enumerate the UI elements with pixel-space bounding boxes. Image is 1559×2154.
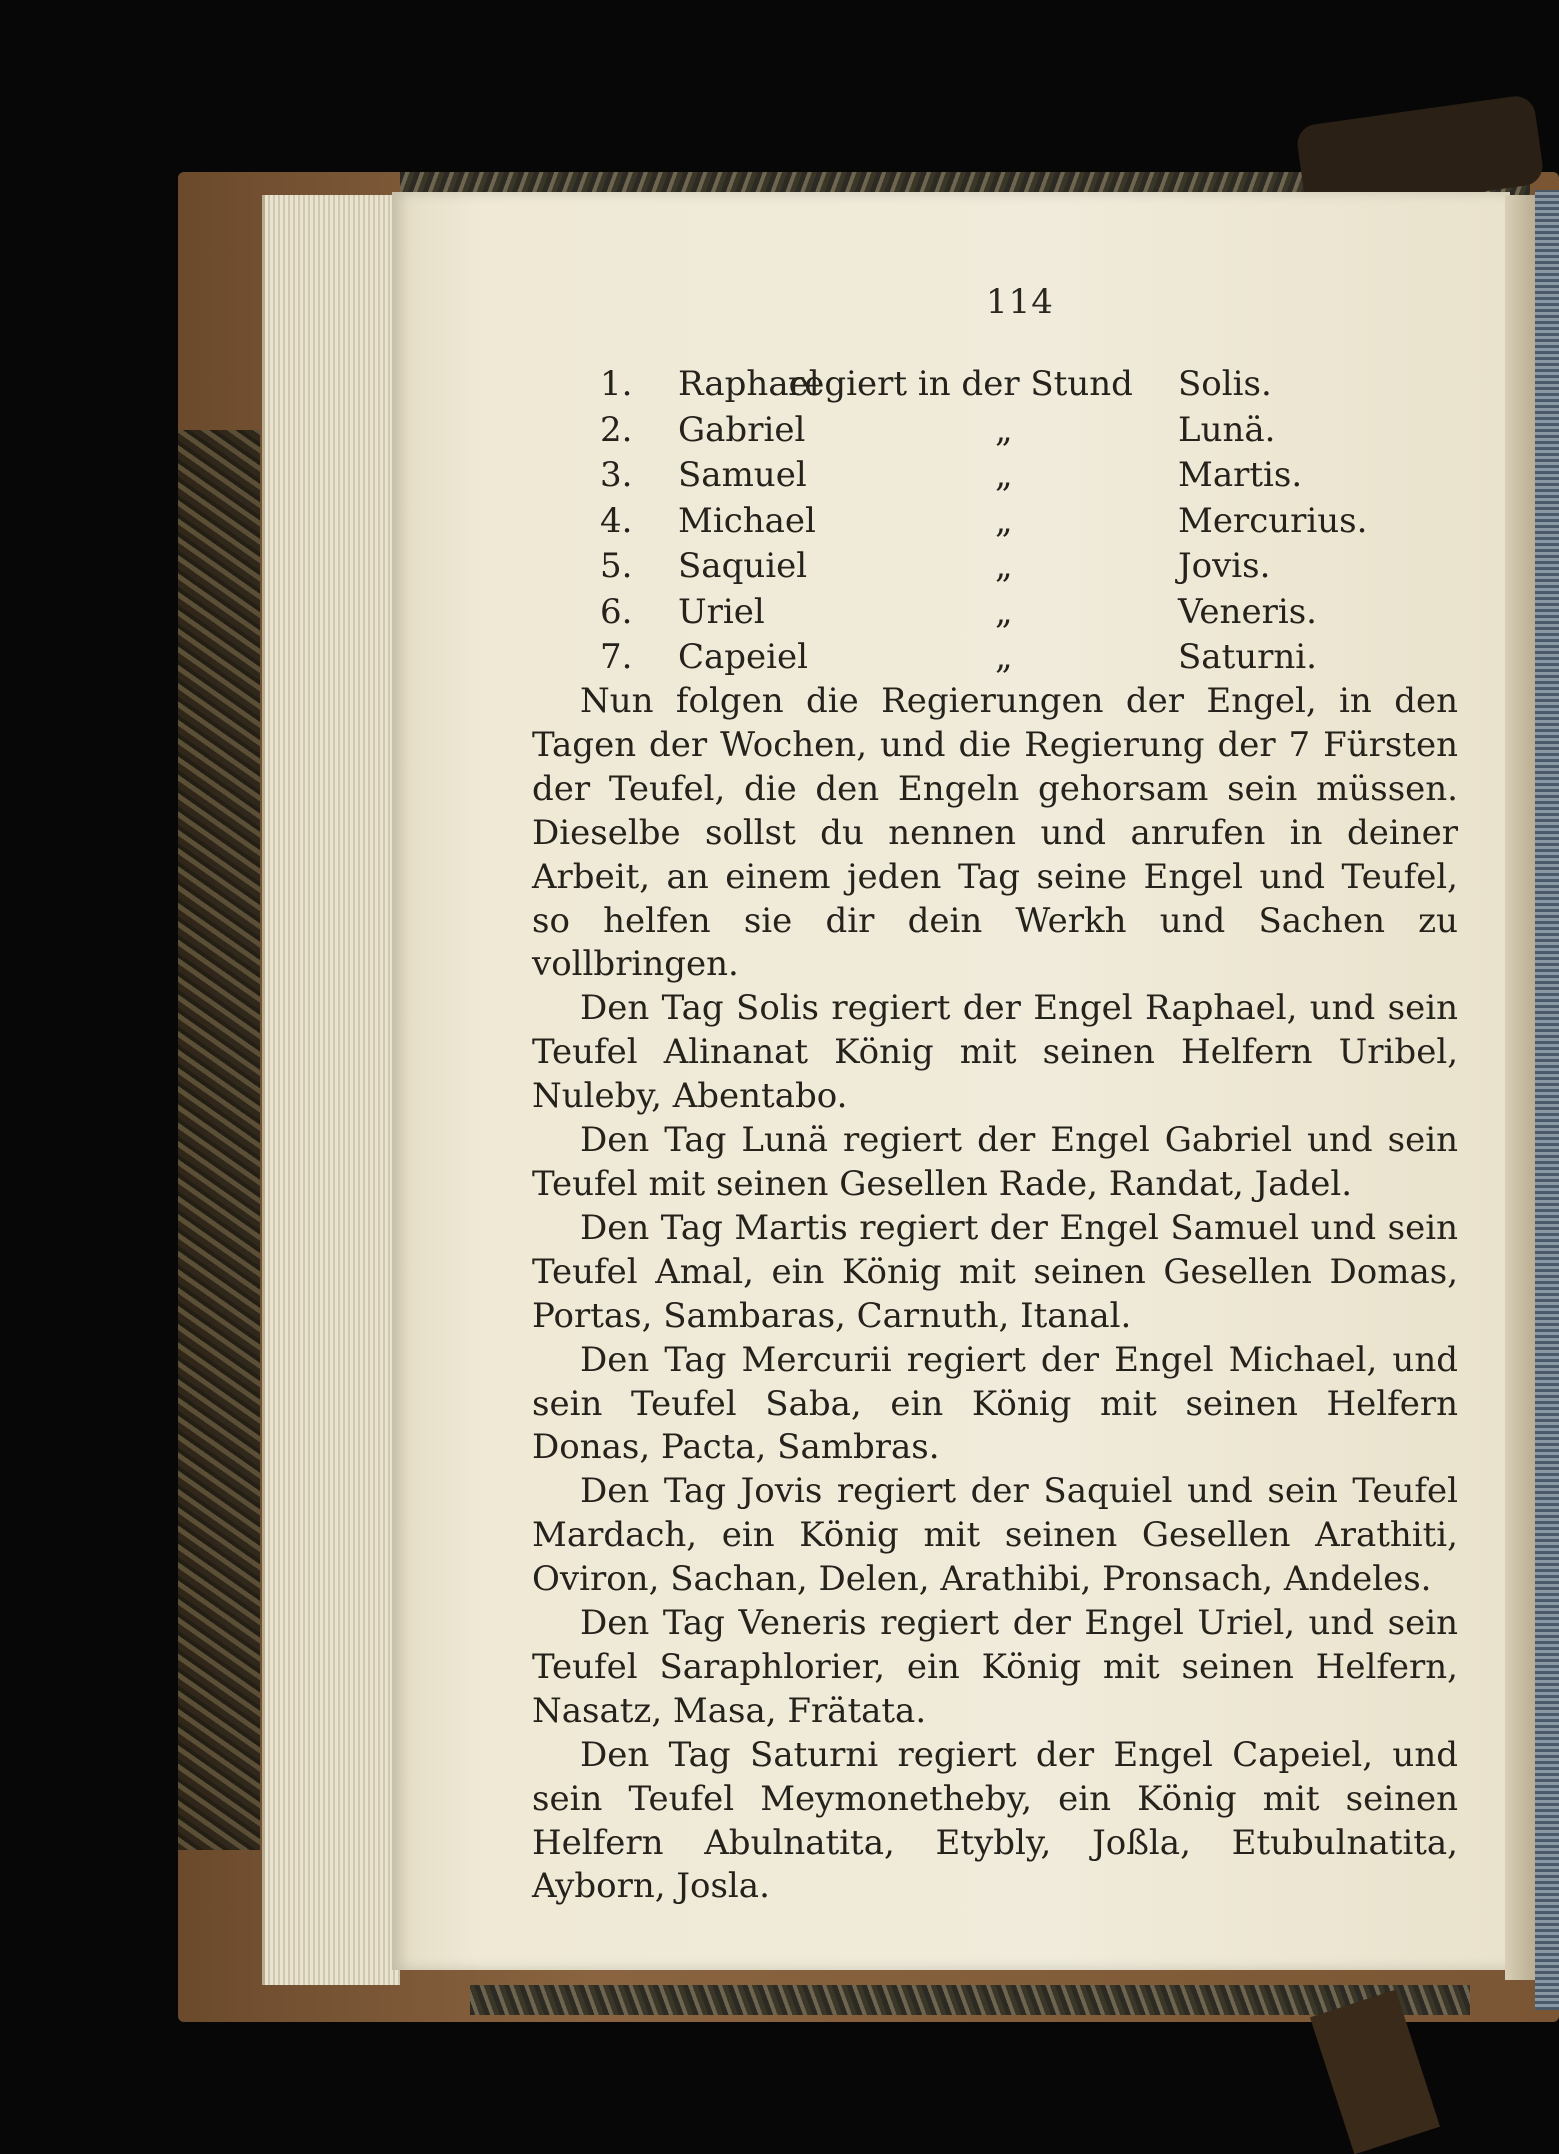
marbled-edge-bottom: [470, 1985, 1470, 2015]
ditto-mark: „: [995, 455, 1013, 495]
paragraph-luna: Den Tag Lunä regiert der Engel Gabriel und sein Teufel mit seinen Gesellen Rade, Randat, Jadel.: [532, 1120, 1458, 1204]
ditto-mark: „: [995, 591, 1013, 632]
paragraph-solis: Den Tag Solis regiert der Engel Raphael, und sein Teufel Alinanat König mit seinen Helfern Uribel, Nuleby, Abentabo.: [532, 988, 1458, 1117]
list-item: [600, 544, 1400, 590]
planet-name: Solis.: [1178, 364, 1272, 404]
cloth-edge: [1535, 190, 1559, 2010]
body-text: [532, 680, 1458, 1909]
paragraph-jovis: Den Tag Jovis regiert der Saquiel und sein Teufel Mardach, ein König mit seinen Gesellen Arathiti, Oviron, Sachan, Delen, Arathibi, Pronsach, Andeles.: [532, 1471, 1458, 1600]
planet-name: Mercurius.: [1178, 500, 1368, 541]
paragraph-intro: Nun folgen die Regierungen der Engel, in den Tagen der Wochen, und die Regierung der 7 Fürsten der Teufel, die den Engeln gehorsam sein müssen. Dieselbe sollst du nennen und anrufen in deiner Arbeit, an einem jeden Tag seine Engel und Teufel, so helfen sie dir dein Werkh und Sachen zu vollbringen.: [532, 681, 1458, 985]
planet-name: Veneris.: [1178, 591, 1317, 632]
list-number: 3.: [600, 455, 633, 495]
list-item: [600, 635, 1400, 681]
angel-name: Uriel: [678, 591, 765, 632]
list-number: 4.: [600, 500, 633, 541]
planet-name: Saturni.: [1178, 637, 1317, 677]
list-number: 2.: [600, 409, 633, 450]
planet-name: Lunä.: [1178, 409, 1276, 450]
angel-name: Michael: [678, 500, 816, 541]
page-gutter: [1505, 195, 1535, 1980]
planet-name: Martis.: [1178, 455, 1303, 495]
ditto-mark: „: [995, 546, 1013, 586]
planet-name: Jovis.: [1178, 546, 1271, 586]
list-item: [600, 362, 1400, 408]
list-item: [600, 408, 1400, 454]
angel-name: Capeiel: [678, 637, 809, 677]
angel-name: Saquiel: [678, 546, 808, 586]
ditto-mark: „: [995, 500, 1013, 541]
page-number: 114: [986, 282, 1054, 322]
marbled-cover-left: [178, 430, 260, 1850]
paragraph-saturni: Den Tag Saturni regiert der Engel Capeiel, und sein Teufel Meymonetheby, ein König mit seinen Helfern Abulnatita, Etybly, Joßla, Etubulnatita, Ayborn, Josla.: [532, 1734, 1458, 1907]
angel-name: Raphael: [678, 364, 820, 404]
list-number: 6.: [600, 591, 633, 632]
angel-name: Samuel: [678, 455, 807, 495]
paragraph-mercurii: Den Tag Mercurii regiert der Engel Michael, und sein Teufel Saba, ein König mit seinen Helfern Donas, Pacta, Sambras.: [532, 1339, 1458, 1468]
list-item: [600, 499, 1400, 545]
rule-phrase: regiert in der Stund: [788, 364, 1133, 404]
list-number: 7.: [600, 637, 633, 677]
list-number: 1.: [600, 364, 633, 404]
paragraph-martis: Den Tag Martis regiert der Engel Samuel und sein Teufel Amal, ein König mit seinen Gesellen Domas, Portas, Sambaras, Carnuth, Itanal.: [532, 1207, 1458, 1336]
list-item: [600, 590, 1400, 636]
ditto-mark: „: [995, 637, 1013, 677]
list-number: 5.: [600, 546, 633, 586]
ditto-mark: „: [995, 409, 1013, 450]
ruler-list: [600, 362, 1400, 681]
page-stack: [262, 195, 400, 1985]
list-item: [600, 453, 1400, 499]
paragraph-veneris: Den Tag Veneris regiert der Engel Uriel, und sein Teufel Saraphlorier, ein König mit seinen Helfern, Nasatz, Masa, Frätata.: [532, 1603, 1458, 1731]
angel-name: Gabriel: [678, 409, 806, 450]
